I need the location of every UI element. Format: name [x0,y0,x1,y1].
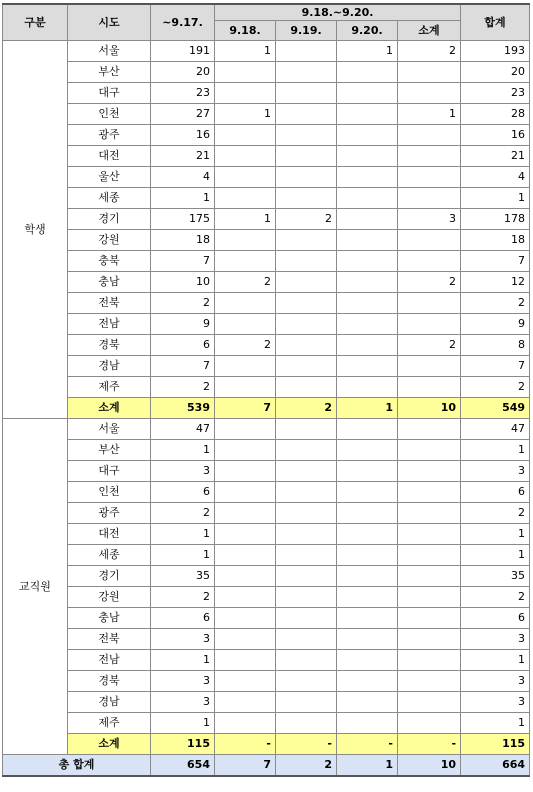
d2-cell [276,566,337,587]
total-cell: 16 [461,125,530,146]
d2-cell [276,587,337,608]
grand-total-d1-cell: 7 [215,755,276,777]
total-cell: 35 [461,566,530,587]
sub-cell [398,650,461,671]
d1-cell [215,377,276,398]
table-row [3,125,530,146]
sub-cell [398,524,461,545]
region-cell: 전북 [68,293,151,314]
table-row [3,503,530,524]
table-body [3,4,530,776]
cases-table [2,3,530,777]
total-cell: 3 [461,461,530,482]
subtotal-sub-cell: - [398,734,461,755]
header-range: 9.18.~9.20. [215,4,461,21]
d3-cell [337,188,398,209]
table-row [3,629,530,650]
d1-cell: 2 [215,272,276,293]
before-cell: 2 [151,503,215,524]
d2-cell [276,440,337,461]
d1-cell [215,629,276,650]
subtotal-sub-cell: 10 [398,398,461,419]
d3-cell [337,314,398,335]
total-cell: 18 [461,230,530,251]
d3-cell [337,356,398,377]
table-row [3,692,530,713]
region-cell: 세종 [68,545,151,566]
d3-cell [337,335,398,356]
before-cell: 4 [151,167,215,188]
before-cell: 3 [151,692,215,713]
before-cell: 3 [151,671,215,692]
table-row [3,461,530,482]
before-cell: 7 [151,356,215,377]
before-cell: 6 [151,608,215,629]
sub-cell [398,629,461,650]
before-cell: 2 [151,587,215,608]
d2-cell [276,83,337,104]
region-cell: 울산 [68,167,151,188]
header-region: 시도 [68,4,151,41]
sub-cell [398,587,461,608]
before-cell: 6 [151,335,215,356]
d2-cell [276,692,337,713]
region-cell: 강원 [68,230,151,251]
region-cell: 경북 [68,671,151,692]
d3-cell [337,608,398,629]
sub-cell [398,503,461,524]
table-row [3,608,530,629]
region-cell: 충북 [68,251,151,272]
d3-cell [337,650,398,671]
sub-cell [398,377,461,398]
sub-cell: 2 [398,335,461,356]
total-cell: 28 [461,104,530,125]
d3-cell [337,146,398,167]
total-cell: 8 [461,335,530,356]
header-total: 합계 [461,4,530,41]
sub-cell [398,608,461,629]
grand-total-before-cell: 654 [151,755,215,777]
before-cell: 16 [151,125,215,146]
d2-cell [276,251,337,272]
sub-cell [398,314,461,335]
d1-cell [215,356,276,377]
d1-cell [215,713,276,734]
grand-total-row [3,755,530,777]
total-cell: 3 [461,692,530,713]
region-cell: 강원 [68,587,151,608]
d2-cell [276,713,337,734]
table-row [3,566,530,587]
d3-cell [337,293,398,314]
table-row [3,524,530,545]
d1-cell [215,692,276,713]
sub-cell [398,83,461,104]
header-row-1 [3,4,530,21]
region-cell: 서울 [68,419,151,440]
sub-cell [398,146,461,167]
before-cell: 1 [151,440,215,461]
header-category: 구분 [3,4,68,41]
region-cell: 부산 [68,62,151,83]
before-cell: 3 [151,461,215,482]
d2-cell [276,62,337,83]
header-d3: 9.20. [337,21,398,41]
d2-cell [276,608,337,629]
region-cell: 대전 [68,146,151,167]
subtotal-d1-cell: - [215,734,276,755]
table-row [3,293,530,314]
before-cell: 27 [151,104,215,125]
d2-cell [276,146,337,167]
table-row [3,167,530,188]
d1-cell [215,293,276,314]
before-cell: 2 [151,293,215,314]
d2-cell [276,461,337,482]
total-cell: 2 [461,293,530,314]
grand-total-sub-cell: 10 [398,755,461,777]
before-cell: 191 [151,41,215,62]
grand-total-d3-cell: 1 [337,755,398,777]
subtotal-label: 소계 [68,734,151,755]
sub-cell [398,188,461,209]
total-cell: 6 [461,608,530,629]
d2-cell [276,419,337,440]
sub-cell: 3 [398,209,461,230]
table-row [3,41,530,62]
d1-cell [215,251,276,272]
total-cell: 1 [461,188,530,209]
d1-cell [215,482,276,503]
table-row [3,440,530,461]
d1-cell [215,503,276,524]
before-cell: 1 [151,545,215,566]
before-cell: 1 [151,713,215,734]
d2-cell [276,545,337,566]
sub-cell [398,62,461,83]
d2-cell [276,671,337,692]
table-row [3,482,530,503]
d3-cell [337,587,398,608]
region-cell: 전북 [68,629,151,650]
total-cell: 20 [461,62,530,83]
header-d2: 9.19. [276,21,337,41]
d3-cell [337,377,398,398]
total-cell: 1 [461,650,530,671]
region-cell: 대구 [68,461,151,482]
d2-cell [276,524,337,545]
total-cell: 9 [461,314,530,335]
d1-cell [215,566,276,587]
d3-cell [337,440,398,461]
subtotal-d2-cell: - [276,734,337,755]
d1-cell [215,440,276,461]
table-row [3,587,530,608]
table-row [3,209,530,230]
sub-cell [398,461,461,482]
d3-cell [337,167,398,188]
region-cell: 경기 [68,566,151,587]
d2-cell [276,125,337,146]
before-cell: 47 [151,419,215,440]
d2-cell [276,104,337,125]
region-cell: 인천 [68,104,151,125]
sub-cell [398,293,461,314]
d2-cell [276,188,337,209]
region-cell: 세종 [68,188,151,209]
d2-cell [276,314,337,335]
subtotal-total-cell: 115 [461,734,530,755]
d2-cell [276,377,337,398]
table-row [3,650,530,671]
table-row [3,146,530,167]
before-cell: 1 [151,188,215,209]
grand-total-total-cell: 664 [461,755,530,777]
d2-cell [276,293,337,314]
total-cell: 193 [461,41,530,62]
d3-cell [337,503,398,524]
d2-cell [276,41,337,62]
subtotal-before-cell: 539 [151,398,215,419]
header-subtotal: 소계 [398,21,461,41]
sub-cell [398,356,461,377]
d2-cell [276,482,337,503]
total-cell: 47 [461,419,530,440]
d2-cell [276,230,337,251]
header-d1: 9.18. [215,21,276,41]
before-cell: 175 [151,209,215,230]
sub-cell [398,566,461,587]
d3-cell [337,482,398,503]
sub-cell [398,671,461,692]
sub-cell: 2 [398,41,461,62]
region-cell: 전남 [68,314,151,335]
before-cell: 1 [151,524,215,545]
d3-cell [337,62,398,83]
d1-cell: 1 [215,209,276,230]
before-cell: 10 [151,272,215,293]
before-cell: 35 [151,566,215,587]
d1-cell: 2 [215,335,276,356]
table-row [3,251,530,272]
table-row [3,377,530,398]
subtotal-before-cell: 115 [151,734,215,755]
d3-cell [337,713,398,734]
total-cell: 4 [461,167,530,188]
d2-cell [276,335,337,356]
d1-cell [215,188,276,209]
total-cell: 6 [461,482,530,503]
subtotal-d1-cell: 7 [215,398,276,419]
region-cell: 부산 [68,440,151,461]
d2-cell [276,503,337,524]
d3-cell [337,83,398,104]
table-row [3,83,530,104]
sub-cell [398,692,461,713]
before-cell: 9 [151,314,215,335]
table-row [3,356,530,377]
before-cell: 20 [151,62,215,83]
region-cell: 경기 [68,209,151,230]
region-cell: 광주 [68,125,151,146]
total-cell: 3 [461,629,530,650]
d2-cell [276,272,337,293]
before-cell: 6 [151,482,215,503]
sub-cell [398,440,461,461]
region-cell: 제주 [68,377,151,398]
table-row [3,272,530,293]
total-cell: 1 [461,524,530,545]
table-row [3,713,530,734]
d2-cell [276,167,337,188]
region-cell: 광주 [68,503,151,524]
sub-cell [398,251,461,272]
total-cell: 1 [461,545,530,566]
total-cell: 3 [461,671,530,692]
total-cell: 7 [461,251,530,272]
d3-cell [337,545,398,566]
d3-cell: 1 [337,41,398,62]
d1-cell [215,125,276,146]
region-cell: 제주 [68,713,151,734]
table-row [3,335,530,356]
d3-cell [337,419,398,440]
region-cell: 대구 [68,83,151,104]
d3-cell [337,209,398,230]
subtotal-total-cell: 549 [461,398,530,419]
d3-cell [337,692,398,713]
table-row [3,104,530,125]
d1-cell [215,461,276,482]
sub-cell [398,713,461,734]
d1-cell [215,146,276,167]
table-row [3,671,530,692]
d2-cell [276,629,337,650]
d2-cell [276,356,337,377]
students-subtotal-row [3,398,530,419]
d1-cell [215,587,276,608]
d1-cell [215,83,276,104]
table-row [3,230,530,251]
total-cell: 21 [461,146,530,167]
region-cell: 충남 [68,608,151,629]
total-cell: 23 [461,83,530,104]
total-cell: 178 [461,209,530,230]
d3-cell [337,461,398,482]
table-row [3,314,530,335]
d2-cell [276,650,337,671]
subtotal-d2-cell: 2 [276,398,337,419]
d3-cell [337,104,398,125]
total-cell: 7 [461,356,530,377]
total-cell: 2 [461,503,530,524]
d3-cell [337,125,398,146]
d3-cell [337,629,398,650]
before-cell: 21 [151,146,215,167]
d1-cell [215,671,276,692]
total-cell: 1 [461,440,530,461]
d3-cell [337,230,398,251]
d3-cell [337,671,398,692]
total-cell: 12 [461,272,530,293]
d3-cell [337,524,398,545]
d2-cell: 2 [276,209,337,230]
header-before: ~9.17. [151,4,215,41]
total-cell: 1 [461,713,530,734]
d1-cell [215,419,276,440]
d3-cell [337,272,398,293]
d1-cell [215,167,276,188]
d1-cell [215,545,276,566]
staff-category-label: 교직원 [3,419,68,755]
table-row [3,545,530,566]
total-cell: 2 [461,377,530,398]
d1-cell [215,608,276,629]
region-cell: 전남 [68,650,151,671]
grand-total-d2-cell: 2 [276,755,337,777]
sub-cell [398,125,461,146]
region-cell: 인천 [68,482,151,503]
region-cell: 경북 [68,335,151,356]
subtotal-d3-cell: 1 [337,398,398,419]
region-cell: 대전 [68,524,151,545]
d1-cell: 1 [215,41,276,62]
table-row [3,188,530,209]
region-cell: 충남 [68,272,151,293]
d1-cell [215,650,276,671]
region-cell: 경남 [68,356,151,377]
sub-cell [398,482,461,503]
d1-cell [215,524,276,545]
d1-cell [215,314,276,335]
sub-cell [398,230,461,251]
before-cell: 3 [151,629,215,650]
before-cell: 1 [151,650,215,671]
before-cell: 18 [151,230,215,251]
staff-subtotal-row [3,734,530,755]
sub-cell [398,419,461,440]
sub-cell [398,545,461,566]
before-cell: 7 [151,251,215,272]
sub-cell [398,167,461,188]
total-cell: 2 [461,587,530,608]
students-category-label: 학생 [3,41,68,419]
d3-cell [337,566,398,587]
d1-cell [215,230,276,251]
sub-cell: 2 [398,272,461,293]
grand-total-label: 총 합계 [3,755,151,777]
subtotal-label: 소계 [68,398,151,419]
table-row [3,419,530,440]
subtotal-d3-cell: - [337,734,398,755]
region-cell: 서울 [68,41,151,62]
before-cell: 2 [151,377,215,398]
sub-cell: 1 [398,104,461,125]
before-cell: 23 [151,83,215,104]
d3-cell [337,251,398,272]
d1-cell: 1 [215,104,276,125]
d1-cell [215,62,276,83]
table-row [3,62,530,83]
region-cell: 경남 [68,692,151,713]
